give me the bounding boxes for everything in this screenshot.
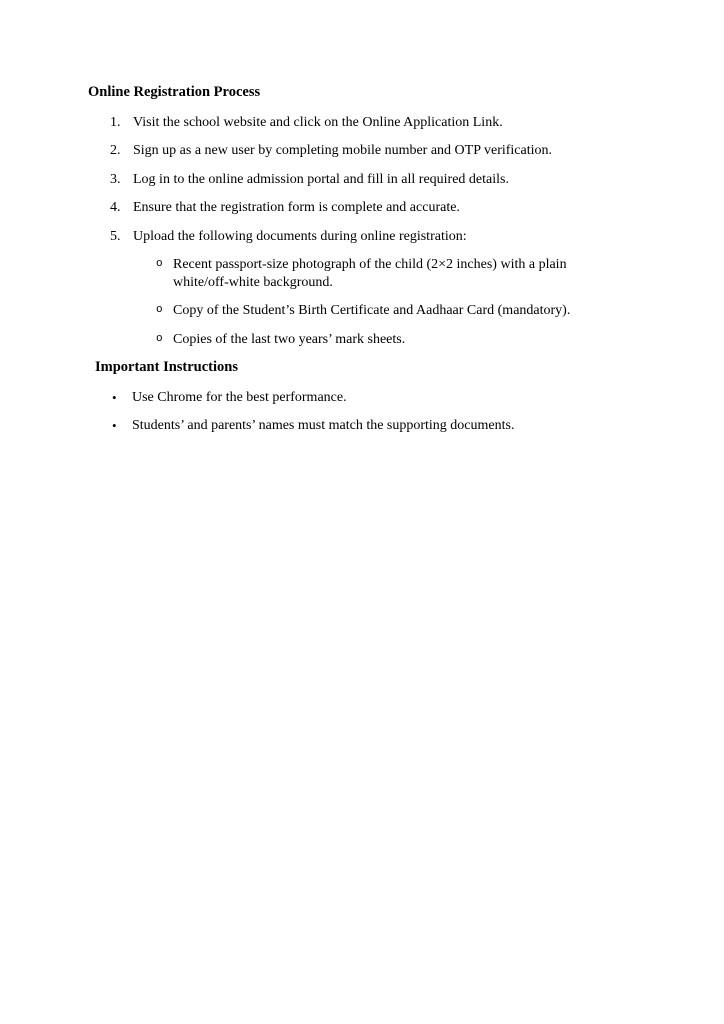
list-item-text: Recent passport-size photograph of the child (2×2 inches) with a plain white/off-white background. xyxy=(173,257,567,290)
circle-bullet-marker: o xyxy=(156,258,163,270)
list-item-text: Visit the school website and click on the Online Application Link. xyxy=(133,114,503,130)
list-item-text: Sign up as a new user by completing mobile number and OTP verification. xyxy=(133,143,553,158)
numbered-list-item xyxy=(88,142,660,160)
list-marker: 3. xyxy=(110,171,121,187)
section-heading-important-instructions: Important Instructions xyxy=(95,359,238,375)
list-marker: 1. xyxy=(110,114,121,130)
list-item-text: Ensure that the registration form is complete and accurate. xyxy=(133,200,460,215)
numbered-list-item xyxy=(88,199,660,217)
list-item-text: Upload the following documents during online registration: xyxy=(133,228,467,244)
circle-bullet-marker: o xyxy=(156,304,163,316)
circle-bullet-marker: o xyxy=(156,332,163,345)
circle-bullet-item xyxy=(88,331,660,349)
list-marker: 2. xyxy=(110,143,121,158)
circle-bullet-item xyxy=(88,302,660,320)
numbered-list-item xyxy=(88,114,660,132)
list-marker: 4. xyxy=(110,200,121,215)
list-item-text: Copy of the Student’s Birth Certificate and Aadhaar Card (mandatory). xyxy=(173,303,571,318)
bullet-marker: • xyxy=(112,418,117,433)
list-marker: 5. xyxy=(110,228,121,244)
list-item-text: Use Chrome for the best performance. xyxy=(132,389,347,405)
list-item-text: Copies of the last two years’ mark sheets. xyxy=(173,331,406,347)
list-item-text: Log in to the online admission portal and fill in all required details. xyxy=(133,171,509,187)
circle-bullet-item xyxy=(88,256,660,291)
numbered-list-item xyxy=(88,228,660,246)
list-item-text: Students’ and parents’ names must match the supporting documents. xyxy=(132,418,515,433)
numbered-list-item xyxy=(88,171,660,189)
bullet-list-item xyxy=(88,417,660,435)
bullet-list-item xyxy=(88,389,660,407)
bullet-marker: • xyxy=(112,389,117,405)
section-heading-online-registration-process: Online Registration Process xyxy=(88,84,261,100)
